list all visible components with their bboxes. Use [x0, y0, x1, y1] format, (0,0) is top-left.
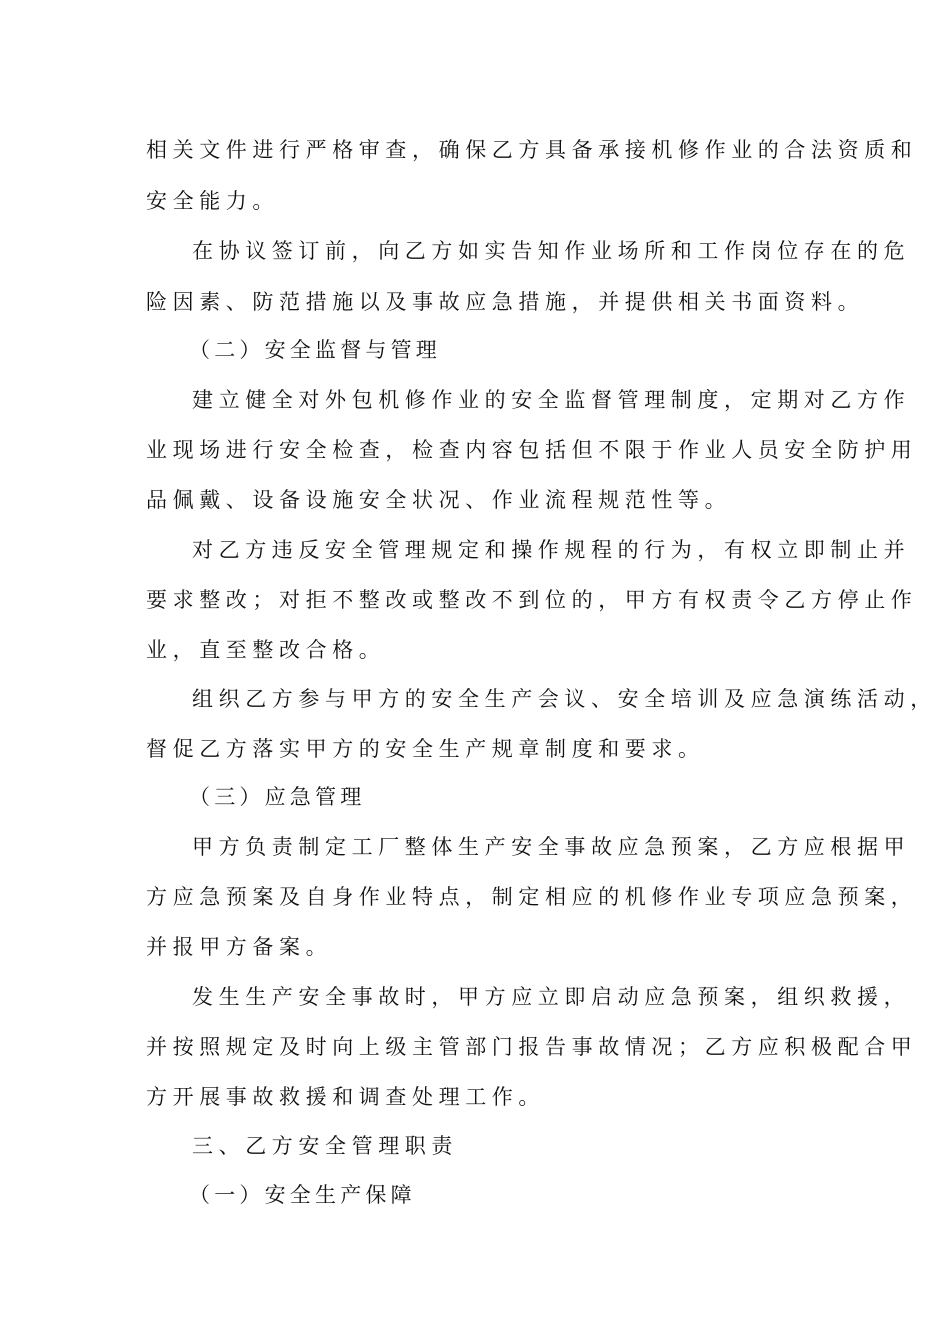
section-heading: （一）安全生产保障 [189, 1183, 416, 1207]
paragraph-line: 建立健全对外包机修作业的安全监督管理制度，定期对乙方作 [192, 388, 911, 412]
section-heading: （二）安全监督与管理 [189, 338, 441, 362]
paragraph-line: 方开展事故救援和调查处理工作。 [146, 1085, 545, 1109]
paragraph-line: 安全能力。 [146, 189, 279, 213]
paragraph-line: 要求整改；对拒不整改或整改不到位的，甲方有权责令乙方停止作 [146, 588, 918, 612]
paragraph-line: 在协议签订前，向乙方如实告知作业场所和工作岗位存在的危 [192, 239, 911, 263]
chapter-heading: 三、乙方安全管理职责 [192, 1134, 458, 1158]
paragraph-line: 并报甲方备案。 [146, 935, 333, 959]
paragraph-line: 相关文件进行严格审查，确保乙方具备承接机修作业的合法资质和 [146, 138, 918, 162]
paragraph-line: 方应急预案及自身作业特点，制定相应的机修作业专项应急预案， [146, 885, 918, 909]
paragraph-line: 组织乙方参与甲方的安全生产会议、安全培训及应急演练活动， [192, 687, 937, 711]
paragraph-line: 业，直至整改合格。 [146, 638, 386, 662]
paragraph-line: 甲方负责制定工厂整体生产安全事故应急预案，乙方应根据甲 [192, 835, 911, 859]
paragraph-line: 险因素、防范措施以及事故应急措施，并提供相关书面资料。 [146, 290, 865, 314]
paragraph-line: 督促乙方落实甲方的安全生产规章制度和要求。 [146, 737, 705, 761]
paragraph-line: 对乙方违反安全管理规定和操作规程的行为，有权立即制止并 [192, 538, 911, 562]
paragraph-line: 业现场进行安全检查，检查内容包括但不限于作业人员安全防护用 [146, 438, 918, 462]
paragraph-line: 并按照规定及时向上级主管部门报告事故情况；乙方应积极配合甲 [146, 1035, 918, 1059]
paragraph-line: 品佩戴、设备设施安全状况、作业流程规范性等。 [146, 488, 732, 512]
section-heading: （三）应急管理 [189, 785, 366, 809]
paragraph-line: 发生生产安全事故时，甲方应立即启动应急预案，组织救援， [192, 985, 911, 1009]
